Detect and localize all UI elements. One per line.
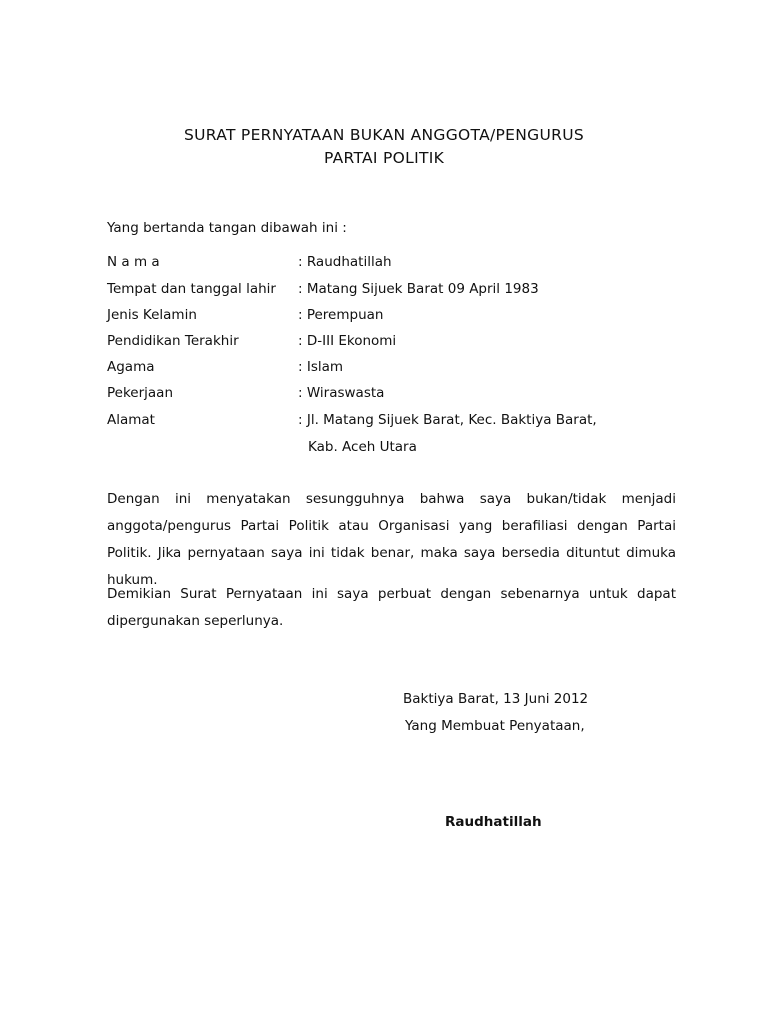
closing-paragraph: Demikian Surat Pernyataan ini saya perbuat dengan sebenarnya untuk dapat dipergunakan seperlunya. xyxy=(107,586,676,629)
document-title-line2: PARTAI POLITIK xyxy=(323,149,445,167)
statement-paragraph: Dengan ini menyatakan sesungguhnya bahwa saya bukan/tidak menjadi anggota/pengurus Partai Politik atau Organisasi yang berafiliasi dengan Partai Politik. Jika pernyataan saya ini tidak benar, maka saya bersedia dituntut dimuka hukum. xyxy=(107,491,676,588)
intro-text: Yang bertanda tangan dibawah ini : xyxy=(107,220,347,236)
document-title-line1: SURAT PERNYATAAN BUKAN ANGGOTA/PENGURUS xyxy=(184,126,584,144)
signature-maker-label: Yang Membuat Penyataan, xyxy=(405,718,585,734)
field-label: N a m a xyxy=(107,254,160,270)
field-label: Pendidikan Terakhir xyxy=(107,333,239,349)
field-label: Pekerjaan xyxy=(107,385,174,401)
field-value: : Wiraswasta xyxy=(298,385,385,401)
field-value: : D-III Ekonomi xyxy=(298,333,397,349)
field-value: : Perempuan xyxy=(298,307,384,323)
signature-place-date: Baktiya Barat, 13 Juni 2012 xyxy=(403,691,589,707)
field-label: Agama xyxy=(107,359,155,375)
signature-name: Raudhatillah xyxy=(445,814,542,830)
field-label: Tempat dan tanggal lahir xyxy=(107,281,276,297)
field-label: Alamat xyxy=(107,412,155,428)
field-label: Jenis Kelamin xyxy=(107,307,197,323)
field-value: : Islam xyxy=(298,359,344,375)
field-value: : Matang Sijuek Barat 09 April 1983 xyxy=(298,281,539,297)
field-value: : Raudhatillah xyxy=(298,254,392,270)
field-value: : Jl. Matang Sijuek Barat, Kec. Baktiya Barat, xyxy=(298,412,597,428)
address-line2: Kab. Aceh Utara xyxy=(308,439,417,455)
